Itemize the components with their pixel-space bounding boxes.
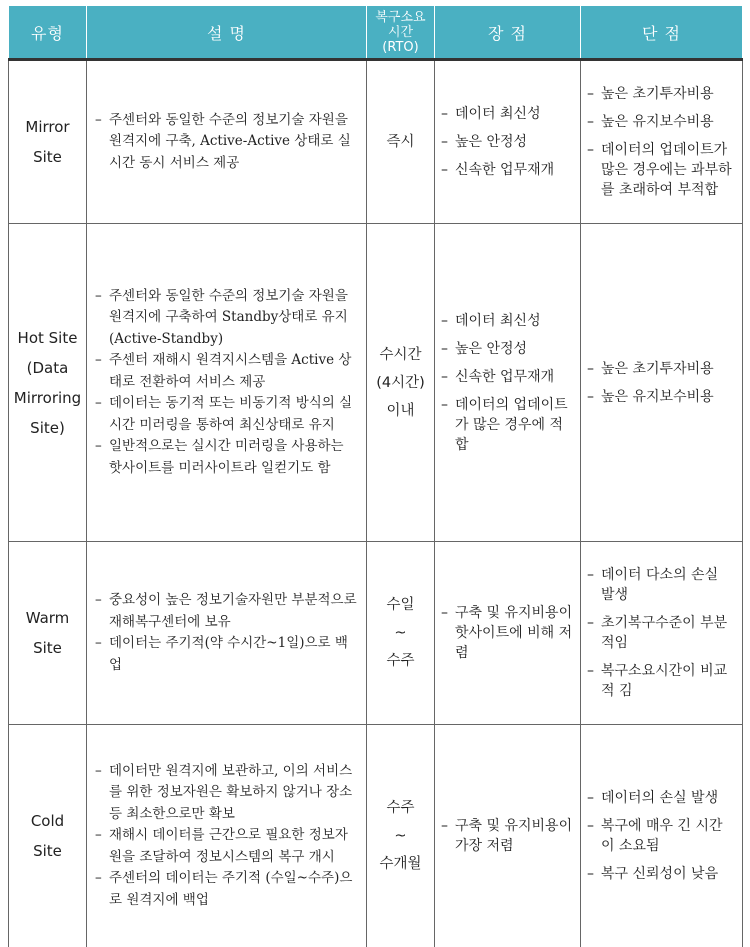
rto-line: 수주 xyxy=(367,647,434,675)
description-item xyxy=(95,633,358,676)
dash-marker: – xyxy=(95,110,109,175)
rto-line: (4시간) xyxy=(367,369,434,397)
description-item xyxy=(95,761,358,826)
cons-text: 높은 초기투자비용 xyxy=(601,359,736,379)
header-desc: 설 명 xyxy=(87,6,367,60)
pros-item xyxy=(441,104,574,124)
header-rto-line1: 복구소요 xyxy=(367,10,434,25)
pros-text: 데이터 최신성 xyxy=(455,104,574,124)
rto-line: ~ xyxy=(367,822,434,850)
description-item xyxy=(95,436,358,479)
pros-text: 신속한 업무재개 xyxy=(455,367,574,387)
description-cell xyxy=(87,542,367,725)
dash-marker: – xyxy=(95,393,109,436)
dash-marker: – xyxy=(95,825,109,868)
dash-marker: – xyxy=(95,633,109,676)
description-text: 중요성이 높은 정보기술자원만 부분적으로 재해복구센터에 보유 xyxy=(109,590,358,633)
table-row xyxy=(9,60,743,224)
site-type-cell xyxy=(9,224,87,542)
pros-cell xyxy=(435,224,581,542)
cons-item xyxy=(587,661,736,701)
site-type-cell xyxy=(9,542,87,725)
site-type-line: (Data xyxy=(9,353,86,383)
dr-site-comparison-table xyxy=(8,6,743,947)
description-text: 주센터와 동일한 수준의 정보기술 자원을 원격지에 구축, Active-Active 상태로 실시간 동시 서비스 제공 xyxy=(109,110,358,175)
cons-text: 초기복구수준이 부분적임 xyxy=(601,613,736,653)
site-type-line: Site xyxy=(9,633,86,663)
site-type-line: Mirroring xyxy=(9,383,86,413)
pros-cell xyxy=(435,542,581,725)
header-pros: 장 점 xyxy=(435,6,581,60)
pros-item xyxy=(441,160,574,180)
dash-marker: – xyxy=(441,132,455,152)
dash-marker: – xyxy=(95,436,109,479)
cons-item xyxy=(587,140,736,200)
dash-marker: – xyxy=(441,395,455,455)
pros-item xyxy=(441,132,574,152)
rto-cell xyxy=(367,224,435,542)
description-text: 데이터는 동기적 또는 비동기적 방식의 실시간 미러링을 통하여 최신상태로 유지 xyxy=(109,393,358,436)
header-rto-line2: 시간 xyxy=(367,25,434,40)
cons-item xyxy=(587,565,736,605)
description-text: 데이터만 원격지에 보관하고, 이의 서비스를 위한 정보자원은 확보하지 않거나 장소 등 최소한으로만 확보 xyxy=(109,761,358,826)
dash-marker: – xyxy=(587,387,601,407)
cons-item xyxy=(587,613,736,653)
dash-marker: – xyxy=(441,367,455,387)
site-type-cell xyxy=(9,725,87,947)
description-item xyxy=(95,393,358,436)
dash-marker: – xyxy=(587,112,601,132)
header-rto-line3: (RTO) xyxy=(367,40,434,55)
rto-line: 수시간 xyxy=(367,341,434,369)
dash-marker: – xyxy=(95,350,109,393)
description-cell xyxy=(87,725,367,947)
site-type-line: Hot Site xyxy=(9,323,86,353)
rto-cell xyxy=(367,60,435,224)
header-type: 유형 xyxy=(9,6,87,60)
rto-line: ~ xyxy=(367,619,434,647)
pros-text: 구축 및 유지비용이 가장 저렴 xyxy=(455,816,574,856)
dash-marker: – xyxy=(587,864,601,884)
pros-text: 데이터의 업데이트가 많은 경우에 적합 xyxy=(455,395,574,455)
pros-item xyxy=(441,395,574,455)
cons-text: 데이터의 손실 발생 xyxy=(601,788,736,808)
dash-marker: – xyxy=(441,311,455,331)
description-text: 주센터의 데이터는 주기적 (수일~수주)으로 원격지에 백업 xyxy=(109,868,358,911)
dash-marker: – xyxy=(587,788,601,808)
rto-line: 수일 xyxy=(367,591,434,619)
cons-item xyxy=(587,788,736,808)
cons-item xyxy=(587,864,736,884)
pros-item xyxy=(441,816,574,856)
pros-item xyxy=(441,603,574,663)
dash-marker: – xyxy=(587,565,601,605)
pros-text: 높은 안정성 xyxy=(455,132,574,152)
dash-marker: – xyxy=(441,104,455,124)
cons-item xyxy=(587,359,736,379)
site-type-line: Cold xyxy=(9,806,86,836)
cons-text: 복구 신뢰성이 낮음 xyxy=(601,864,736,884)
description-cell xyxy=(87,224,367,542)
site-type-line: Site xyxy=(9,142,86,172)
rto-line: 즉시 xyxy=(367,128,434,156)
description-text: 데이터는 주기적(약 수시간~1일)으로 백업 xyxy=(109,633,358,676)
cons-text: 높은 유지보수비용 xyxy=(601,387,736,407)
description-item xyxy=(95,350,358,393)
dash-marker: – xyxy=(587,613,601,653)
cons-text: 복구소요시간이 비교적 김 xyxy=(601,661,736,701)
description-text: 주센터 재해시 원격지시스템을 Active 상태로 전환하여 서비스 제공 xyxy=(109,350,358,393)
description-text: 재해시 데이터를 근간으로 필요한 정보자원을 조달하여 정보시스템의 복구 개시 xyxy=(109,825,358,868)
rto-cell xyxy=(367,542,435,725)
description-item xyxy=(95,286,358,351)
description-cell xyxy=(87,60,367,224)
header-rto xyxy=(367,6,435,60)
rto-line: 수개월 xyxy=(367,850,434,878)
dash-marker: – xyxy=(441,160,455,180)
cons-item xyxy=(587,387,736,407)
cons-text: 높은 유지보수비용 xyxy=(601,112,736,132)
dash-marker: – xyxy=(587,359,601,379)
table-row xyxy=(9,725,743,947)
cons-text: 복구에 매우 긴 시간이 소요됨 xyxy=(601,816,736,856)
dash-marker: – xyxy=(95,286,109,351)
description-text: 일반적으로는 실시간 미러링을 사용하는 핫사이트를 미러사이트라 일컫기도 함 xyxy=(109,436,358,479)
pros-text: 신속한 업무재개 xyxy=(455,160,574,180)
pros-cell xyxy=(435,725,581,947)
header-cons: 단 점 xyxy=(581,6,743,60)
pros-cell xyxy=(435,60,581,224)
pros-text: 구축 및 유지비용이 핫사이트에 비해 저렴 xyxy=(455,603,574,663)
dash-marker: – xyxy=(587,84,601,104)
dash-marker: – xyxy=(95,868,109,911)
site-type-line: Mirror xyxy=(9,112,86,142)
dash-marker: – xyxy=(587,661,601,701)
site-type-cell xyxy=(9,60,87,224)
dash-marker: – xyxy=(441,339,455,359)
cons-text: 높은 초기투자비용 xyxy=(601,84,736,104)
site-type-line: Site) xyxy=(9,413,86,443)
site-type-line: Site xyxy=(9,836,86,866)
cons-text: 데이터의 업데이트가 많은 경우에는 과부하를 초래하여 부적합 xyxy=(601,140,736,200)
dash-marker: – xyxy=(95,590,109,633)
description-item xyxy=(95,825,358,868)
rto-line: 수주 xyxy=(367,794,434,822)
cons-cell xyxy=(581,542,743,725)
dash-marker: – xyxy=(441,816,455,856)
pros-text: 데이터 최신성 xyxy=(455,311,574,331)
pros-item xyxy=(441,339,574,359)
table-row xyxy=(9,542,743,725)
pros-text: 높은 안정성 xyxy=(455,339,574,359)
table-row xyxy=(9,224,743,542)
dash-marker: – xyxy=(587,140,601,200)
description-item xyxy=(95,590,358,633)
site-type-line: Warm xyxy=(9,603,86,633)
description-item xyxy=(95,110,358,175)
dash-marker: – xyxy=(441,603,455,663)
dash-marker: – xyxy=(587,816,601,856)
cons-item xyxy=(587,84,736,104)
cons-cell xyxy=(581,224,743,542)
table-header xyxy=(9,6,743,60)
cons-item xyxy=(587,112,736,132)
description-text: 주센터와 동일한 수준의 정보기술 자원을 원격지에 구축하여 Standby상태로 유지 (Active-Standby) xyxy=(109,286,358,351)
cons-cell xyxy=(581,725,743,947)
pros-item xyxy=(441,311,574,331)
cons-text: 데이터 다소의 손실 발생 xyxy=(601,565,736,605)
dash-marker: – xyxy=(95,761,109,826)
rto-line: 이내 xyxy=(367,397,434,425)
cons-cell xyxy=(581,60,743,224)
pros-item xyxy=(441,367,574,387)
table-body xyxy=(9,60,743,947)
rto-cell xyxy=(367,725,435,947)
cons-item xyxy=(587,816,736,856)
